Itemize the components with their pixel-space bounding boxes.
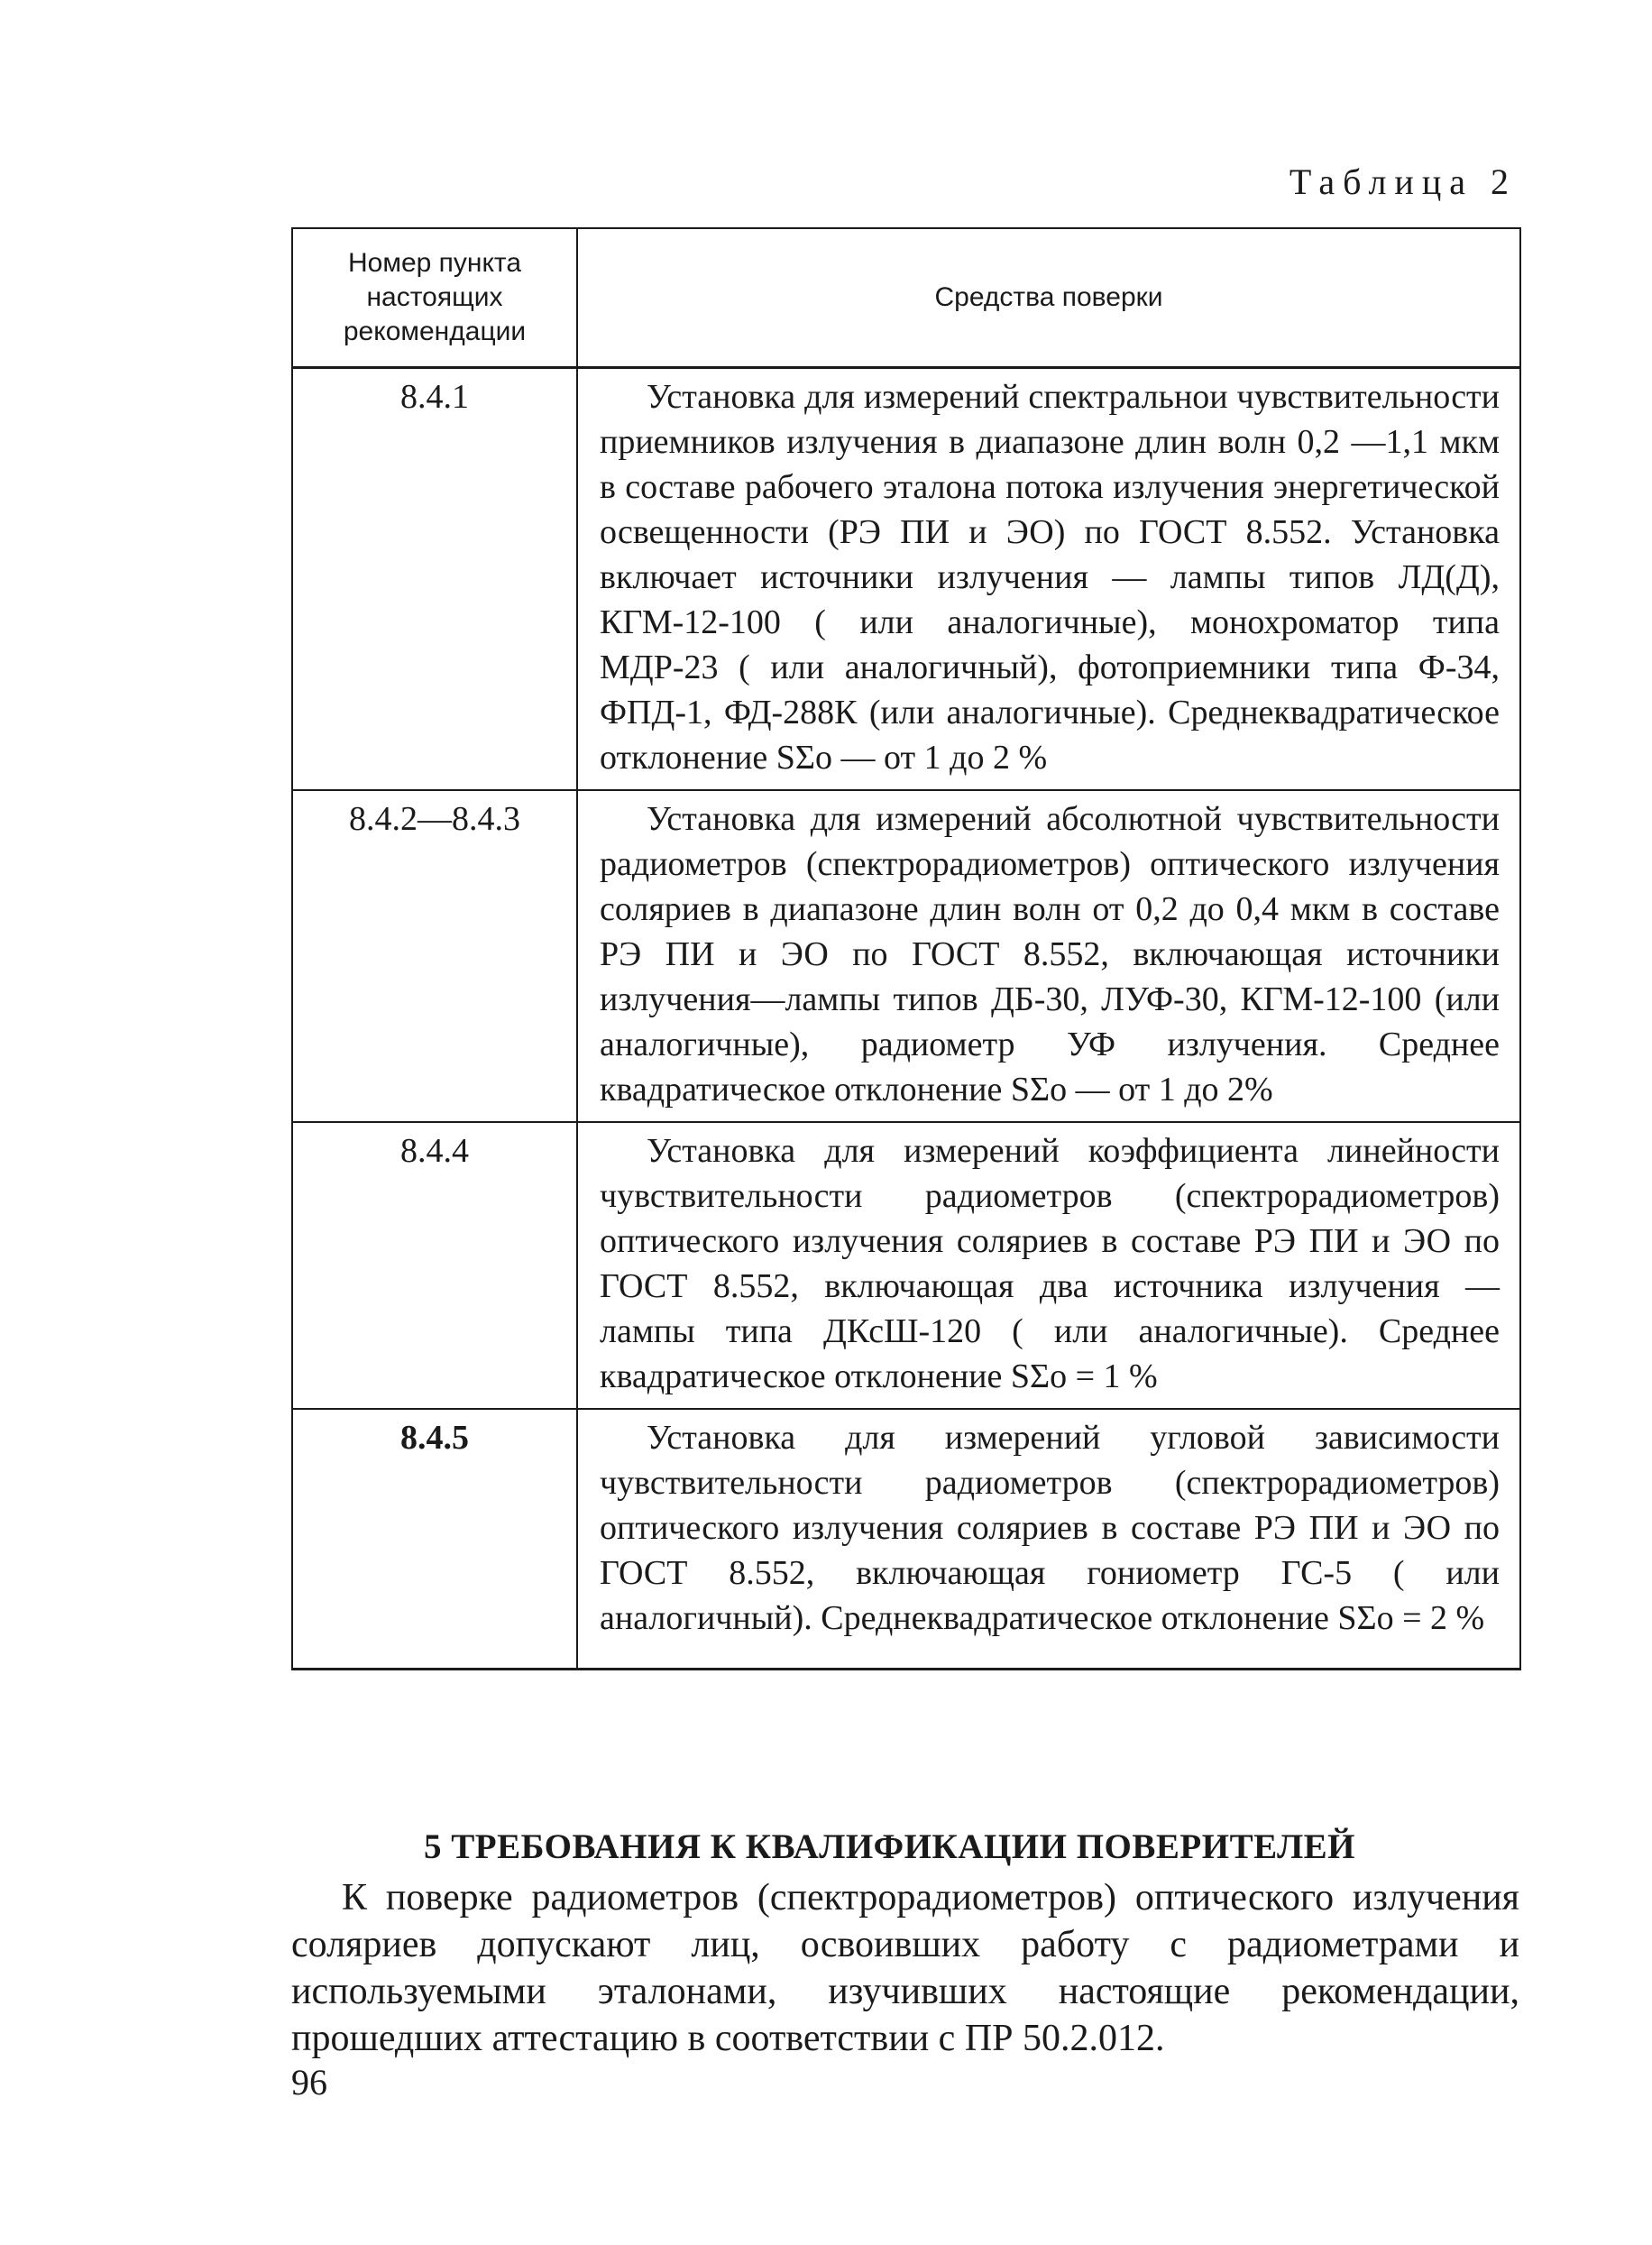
row-item-number: 8.4.5 — [292, 1409, 577, 1670]
section-heading: 5 ТРЕБОВАНИЯ К КВАЛИФИКАЦИИ ПОВЕРИТЕЛЕЙ — [424, 1827, 1355, 1866]
row-item-number: 8.4.4 — [292, 1122, 577, 1409]
row-description: Установка для измерений спектральнои чувствительности приемников излучения в диапазоне длин волн 0,2 —1,1 мкм в составе рабочего эталона потока излучения энергетической освещенности (РЭ ПИ и ЭО) по ГОСТ 8.552. Установка включает источники излучения — лампы типов ЛД(Д), КГМ-12-100 ( или аналогичные), монохроматор типа МДР-23 ( или аналогичный), фотоприемники типа Ф-34, ФПД-1, ФД-288К (или аналогичные). Среднеквадратическое отклонение SΣo — от 1 до 2 % — [577, 368, 1520, 791]
table-row — [292, 790, 1520, 1122]
column-header-verification-means: Средства поверки — [577, 228, 1520, 368]
section-body-paragraph: К поверке радиометров (спектрорадиометров) оптического излучения соляриев допускают лиц, освоивших работу с радиометрами и используемыми эталонами, изучивших настоящие рекомендации, прошедших аттестацию в соответствии с ПР 50.2.012. — [291, 1877, 1519, 2059]
table-row — [292, 368, 1520, 791]
table-row — [292, 1122, 1520, 1409]
column-header-item-number: Номер пункта настоящих рекомендации — [292, 228, 577, 368]
table-caption: Таблица 2 — [1289, 161, 1517, 202]
row-description: Установка для измерений коэффициента линейности чувствительности радиометров (спектрорадиометров) оптического излучения соляриев в составе РЭ ПИ и ЭО по ГОСТ 8.552, включающая два источника излучения — лампы типа ДКсШ-120 ( или аналогичные). Среднее квадратическое отклонение SΣo = 1 % — [577, 1122, 1520, 1409]
row-description: Установка для измерений абсолютной чувствительности радиометров (спектрорадиометров) оптического излучения соляриев в диапазоне длин волн от 0,2 до 0,4 мкм в составе РЭ ПИ и ЭО по ГОСТ 8.552, включающая источники излучения—лампы типов ДБ-30, ЛУФ-30, КГМ-12-100 (или аналогичные), радиометр УФ излучения. Среднее квадратическое отклонение SΣo — от 1 до 2% — [577, 790, 1520, 1122]
row-description: Установка для измерений угловой зависимости чувствительности радиометров (спектрорадиометров) оптического излучения соляриев в составе РЭ ПИ и ЭО по ГОСТ 8.552, включающая гониометр ГС-5 ( или аналогичный). Среднеквадратическое отклонение SΣo = 2 % — [577, 1409, 1520, 1670]
table-row — [292, 1409, 1520, 1670]
row-item-number: 8.4.1 — [292, 368, 577, 791]
page-number: 96 — [291, 2062, 327, 2102]
row-item-number: 8.4.2—8.4.3 — [292, 790, 577, 1122]
table-header-row — [292, 228, 1520, 368]
verification-means-table — [291, 227, 1521, 1670]
